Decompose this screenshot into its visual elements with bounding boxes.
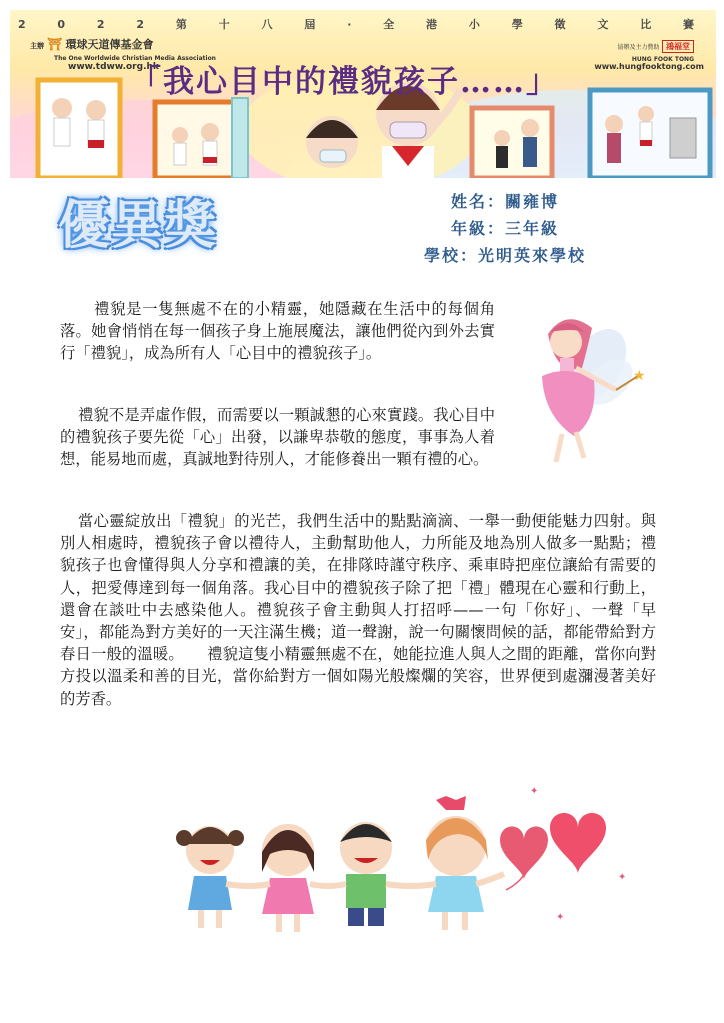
award-title: 優異獎 bbox=[58, 196, 218, 256]
essay-paragraph-3: 當心靈綻放出「禮貌」的光芒，我們生活中的點點滴滴、一舉一動便能魅力四射。與別人相處時，禮貌孩子會以禮待人，主動幫助他人，力所能及地為別人做多一點點；禮貌孩子也會懂得與人分享和禮讓的美，在排隊時謹守秩序、乘車時把座位讓給有需要的人，把愛傳達到每一個角落。我心目中的禮貌孩子除了把「禮」體現在心靈和行動上，還會在談吐中去感染他人。禮貌孩子會主動與人打招呼——一句「你好」、一聲「早安」，都能為對方美好的一天注滿生機；道一聲謝，說一句關懷問候的話，都能帶給對方春日一般的溫暖。 禮貌這隻小精靈無處不在，她能拉進人與人之間的距離，當你向對方投以溫柔和善的目光，當你給對方一個如陽光般燦爛的笑容，世界便到處瀰漫著美好的芳香。 bbox=[60, 512, 656, 708]
student-info bbox=[410, 188, 600, 269]
sponsor-logo-english: HUNG FOOK TONG bbox=[631, 56, 694, 63]
children-illustration bbox=[170, 780, 640, 940]
organizer-website: www.tdww.org.hk bbox=[68, 62, 159, 72]
sponsor-website: www.hungfooktong.com bbox=[594, 62, 704, 71]
student-school: 學校：光明英來學校 bbox=[423, 246, 586, 265]
sponsor-logo: 鴻福堂 bbox=[662, 40, 694, 53]
contest-title: 2 0 2 2 第 十 八 屆 · 全 港 小 學 徵 文 比 賽 bbox=[17, 18, 709, 31]
sponsor-label: 協辦及主力贊助 bbox=[617, 44, 660, 51]
organizer-prefix: 主辦 bbox=[30, 42, 44, 50]
organizer-name: 環球天道傳基金會 bbox=[65, 38, 154, 51]
header-banner bbox=[10, 10, 716, 178]
essay-paragraph-2: 禮貌不是弄虛作假，而需要以一顆誠懇的心來實踐。我心目中的禮貌孩子要先從「心」出發，以謙卑恭敬的態度，事事為人着想，能易地而處，真誠地對待別人，才能修養出一顆有禮的心。 bbox=[60, 406, 495, 469]
organizer-english: The One Worldwide Christian Media Association bbox=[54, 55, 216, 62]
essay-paragraph-1: 禮貌是一隻無處不在的小精靈，她隱藏在生活中的每個角落。她會悄悄在每一個孩子身上施展魔法，讓他們從內到外去實行「禮貌」，成為所有人「心目中的禮貌孩子」。 bbox=[60, 300, 495, 363]
contest-theme: 「我心目中的禮貌孩子……」 bbox=[130, 64, 559, 100]
svg-text:✦: ✦ bbox=[618, 872, 627, 883]
fairy-illustration bbox=[520, 304, 655, 474]
student-name: 姓名：關雍博 bbox=[450, 192, 559, 211]
svg-text:★: ★ bbox=[633, 368, 646, 384]
svg-text:✦: ✦ bbox=[556, 912, 565, 923]
svg-text:✦: ✦ bbox=[530, 786, 539, 797]
student-grade: 年級：三年級 bbox=[450, 219, 559, 238]
organizer-logo-icon: ⛩ bbox=[47, 37, 63, 51]
